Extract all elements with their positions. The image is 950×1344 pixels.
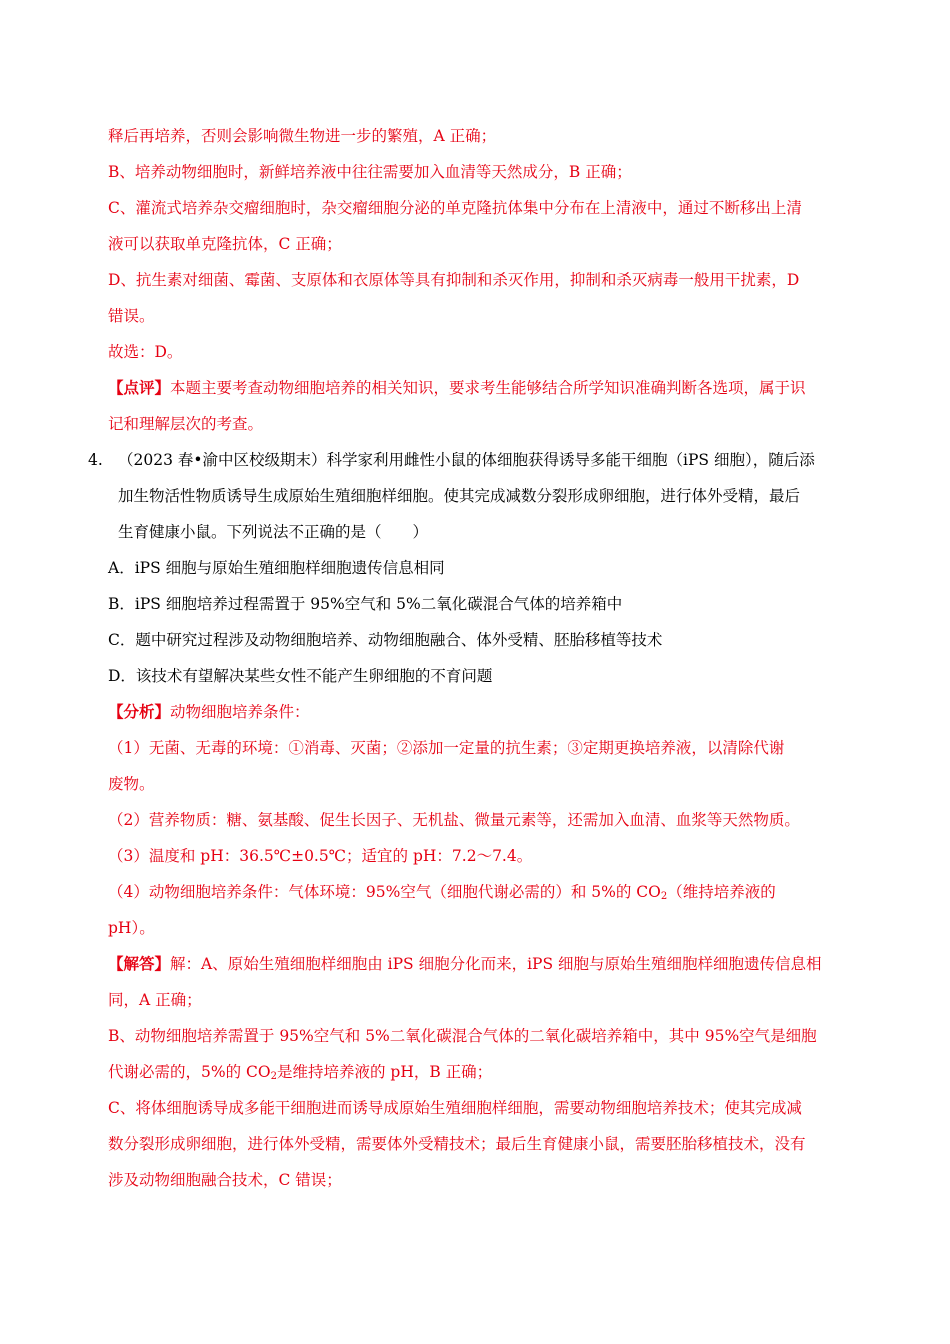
solution-line: 液可以获取单克隆抗体，C 正确；	[108, 235, 342, 253]
comment-text: 本题主要考查动物细胞培养的相关知识，要求考生能够结合所学知识准确判断各选项，属于识	[170, 379, 806, 397]
comment-line	[108, 378, 806, 398]
answer-line: B、动物细胞培养需置于 95%空气和 5%二氧化碳混合气体的二氧化碳培养箱中，其中 95%空气是细胞	[108, 1027, 817, 1045]
analysis-tag: 【分析】	[108, 702, 171, 721]
analysis-text: （维持培养液的	[667, 883, 776, 901]
answer-text: 是维持培养液的 pH，B 正确；	[276, 1063, 493, 1081]
answer-line: 数分裂形成卵细胞，进行体外受精，需要体外受精技术；最后生育健康小鼠，需要胚胎移植技术，没有	[108, 1135, 806, 1153]
option-c: C．题中研究过程涉及动物细胞培养、动物细胞融合、体外受精、胚胎移植等技术	[108, 631, 663, 649]
answer-text: 代谢必需的，5%的 CO	[108, 1063, 271, 1081]
solution-line: D、抗生素对细菌、霉菌、支原体和衣原体等具有抑制和杀灭作用，抑制和杀灭病毒一般用干扰素，D	[108, 271, 800, 289]
analysis-line: （2）营养物质：糖、氨基酸、促生长因子、无机盐、微量元素等，还需加入血清、血浆等天然物质。	[108, 811, 800, 829]
subscript: 2	[660, 891, 668, 902]
subscript: 2	[270, 1071, 277, 1082]
question-stem: 加生物活性物质诱导生成原始生殖细胞样细胞。使其完成减数分裂形成卵细胞，进行体外受精，最后	[118, 487, 801, 505]
answer-line	[108, 954, 822, 974]
analysis-line	[108, 882, 776, 902]
question-stem: 生育健康小鼠。下列说法不正确的是（ ）	[118, 523, 429, 541]
option-d: D．该技术有望解决某些女性不能产生卵细胞的不育问题	[108, 667, 493, 685]
answer-tag: 【解答】	[108, 954, 171, 973]
analysis-title: 动物细胞培养条件：	[170, 703, 310, 721]
solution-line: 释后再培养，否则会影响微生物进一步的繁殖，A 正确；	[108, 127, 497, 145]
solution-line: 错误。	[108, 307, 155, 325]
question-number: 4.	[88, 451, 103, 469]
answer-text: 解：A、原始生殖细胞样细胞由 iPS 细胞分化而来，iPS 细胞与原始生殖细胞样细胞遗传信息相	[170, 955, 822, 973]
comment-tag: 【点评】	[108, 378, 171, 397]
question-stem: （2023 春•渝中区校级期末）科学家利用雌性小鼠的体细胞获得诱导多能干细胞（iPS 细胞），随后添	[118, 451, 815, 469]
solution-line: C、灌流式培养杂交瘤细胞时，杂交瘤细胞分泌的单克隆抗体集中分布在上清液中，通过不断移出上清	[108, 199, 802, 217]
answer-line: 同，A 正确；	[108, 991, 202, 1009]
option-a: A．iPS 细胞与原始生殖细胞样细胞遗传信息相同	[108, 559, 445, 577]
option-b: B．iPS 细胞培养过程需置于 95%空气和 5%二氧化碳混合气体的培养箱中	[108, 595, 623, 613]
comment-line: 记和理解层次的考查。	[108, 415, 264, 433]
analysis-line: pH）。	[108, 919, 155, 937]
analysis-line: 废物。	[108, 775, 155, 793]
solution-conclusion: 故选：D。	[108, 343, 183, 361]
solution-line: B、培养动物细胞时，新鲜培养液中往往需要加入血清等天然成分，B 正确；	[108, 163, 632, 181]
answer-line	[108, 1062, 492, 1082]
analysis-line: （1）无菌、无毒的环境：①消毒、灭菌；②添加一定量的抗生素；③定期更换培养液，以清除代谢	[108, 739, 785, 757]
analysis-text: （4）动物细胞培养条件：气体环境：95%空气（细胞代谢必需的）和 5%的 CO	[108, 883, 661, 901]
answer-line: C、将体细胞诱导成多能干细胞进而诱导成原始生殖细胞样细胞，需要动物细胞培养技术；使其完成减	[108, 1099, 802, 1117]
analysis-line: （3）温度和 pH：36.5℃±0.5℃；适宜的 pH：7.2～7.4。	[108, 847, 533, 865]
answer-line: 涉及动物细胞融合技术，C 错误；	[108, 1171, 342, 1189]
analysis-heading	[108, 702, 310, 722]
